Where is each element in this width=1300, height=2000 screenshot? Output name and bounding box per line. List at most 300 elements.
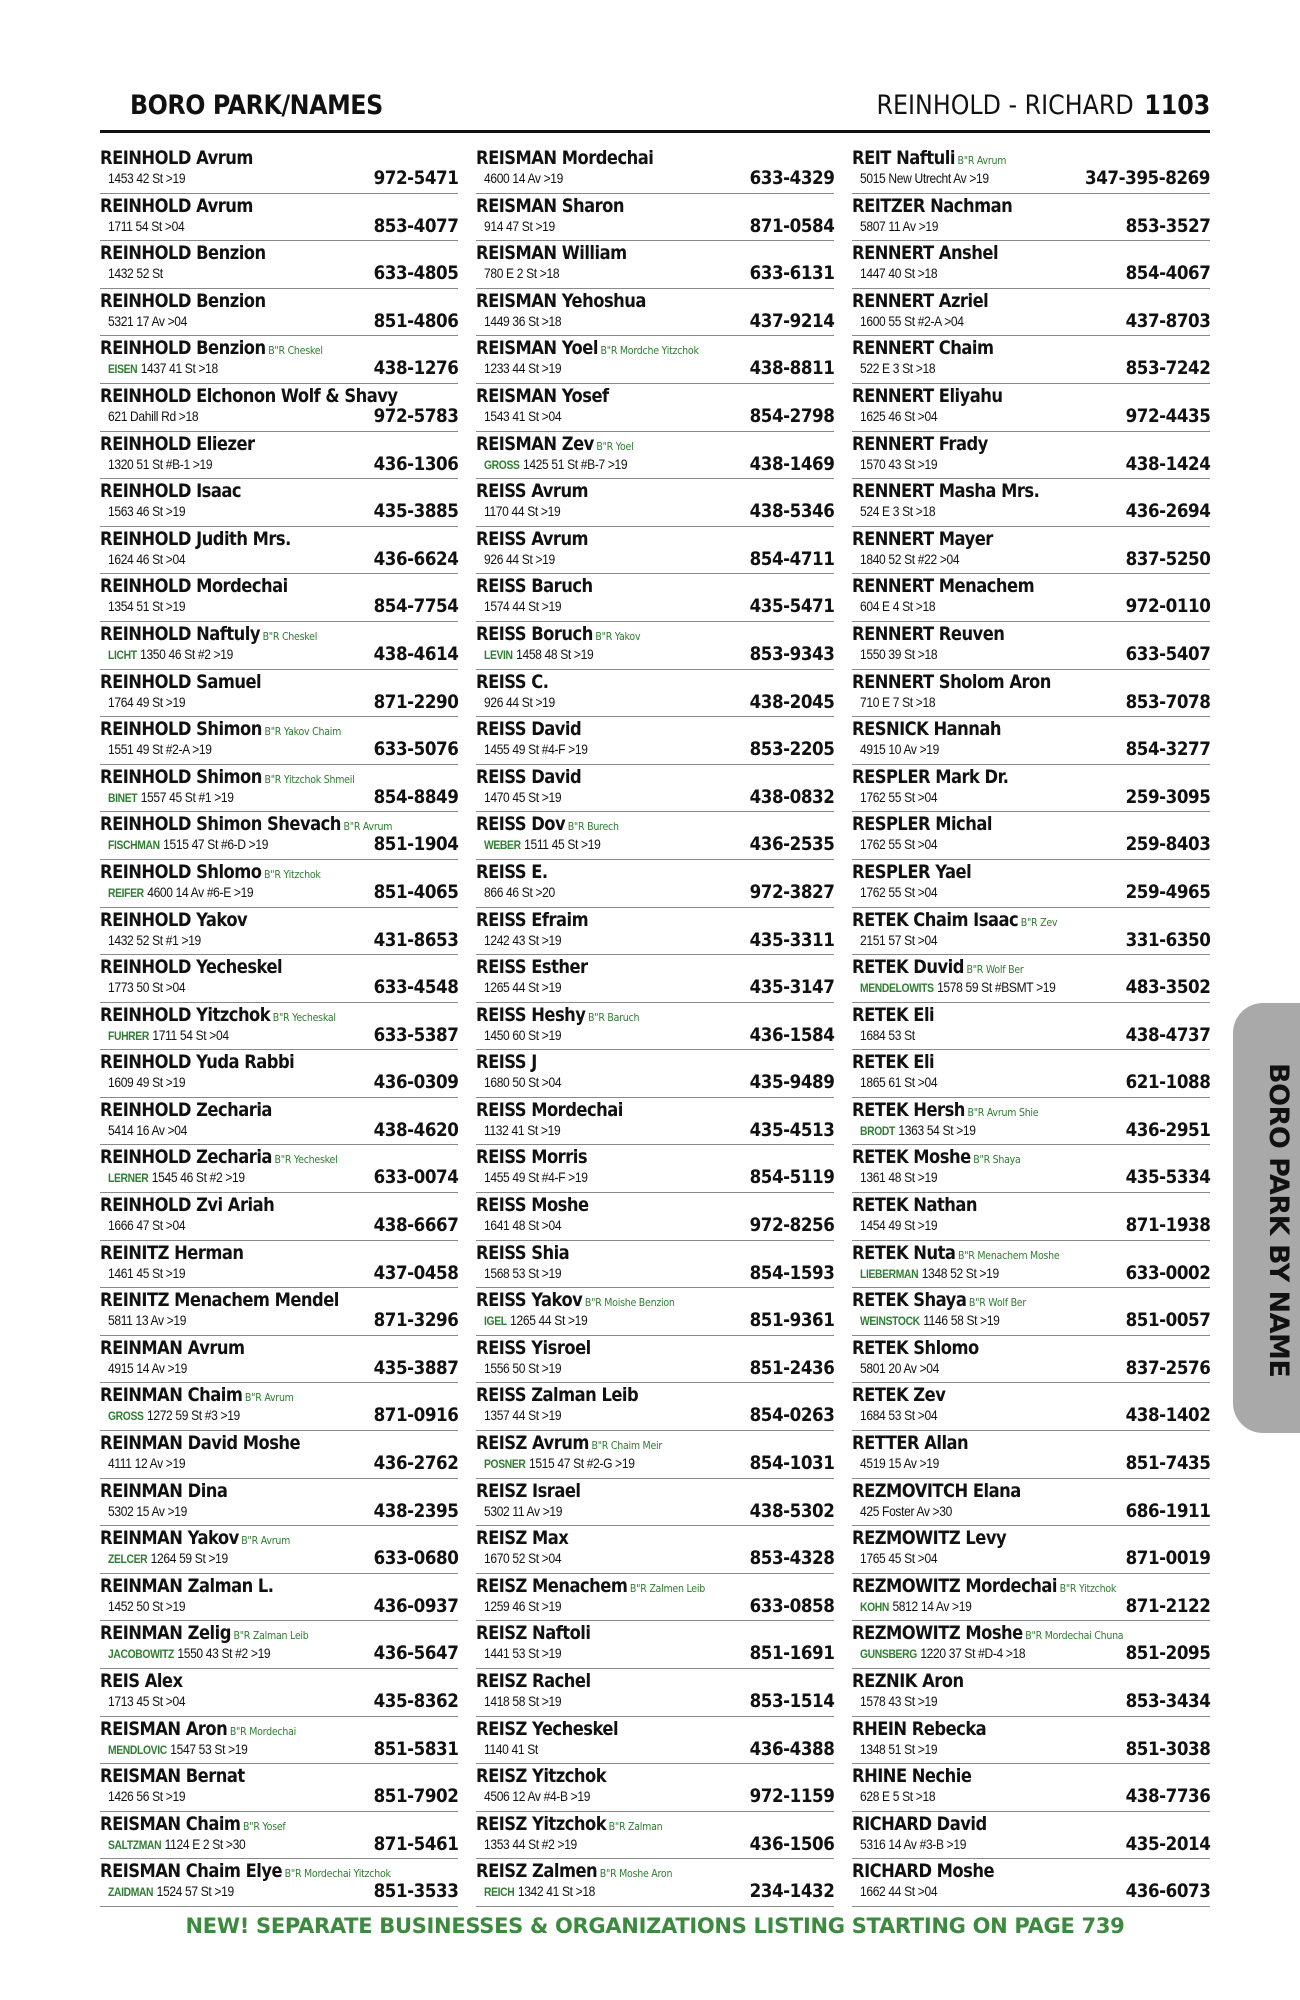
entry-phone: 972-8256 <box>749 1214 834 1237</box>
entry-address: 522 E 3 St >18 <box>860 360 936 377</box>
entry-maiden-name: BINET <box>108 790 138 805</box>
entry-maiden-name: LICHT <box>108 647 137 662</box>
listing-entry <box>852 1003 1210 1051</box>
entry-address: 1354 51 St >19 <box>108 598 186 615</box>
entry-phone: 436-6073 <box>1125 1880 1210 1903</box>
entry-address-line <box>860 1122 976 1138</box>
entry-name-line <box>100 1527 290 1549</box>
entry-address: 1600 55 St #2-A >04 <box>860 312 964 329</box>
listing-entry <box>476 1336 834 1384</box>
entry-address: 1762 55 St >04 <box>860 836 938 853</box>
entry-phone: 972-3827 <box>749 880 834 903</box>
entry-phone: 435-8362 <box>373 1690 458 1712</box>
entry-address-line <box>108 1788 185 1804</box>
entry-name-line <box>100 623 317 645</box>
entry-name-line <box>852 1765 971 1787</box>
entry-name-line <box>476 1432 662 1454</box>
entry-name: REINITZ Herman <box>100 1241 244 1264</box>
entry-name-line <box>476 1289 675 1311</box>
entry-address-line <box>860 1217 937 1233</box>
entry-address-line <box>108 1074 185 1090</box>
entry-address: 1551 49 St #2-A >19 <box>108 741 212 758</box>
entry-name-line <box>100 1051 294 1073</box>
listing-entry <box>852 1288 1210 1336</box>
entry-name: REISS Avrum <box>476 527 589 550</box>
entry-name: REISMAN Bernat <box>100 1765 245 1788</box>
entry-address: 1432 52 St <box>108 265 163 282</box>
entry-address: 524 E 3 St >18 <box>860 503 936 520</box>
listing-entry <box>100 812 458 860</box>
entry-address-line <box>484 1883 595 1899</box>
entry-parent-name: B"R Moishe Benzion <box>584 1296 675 1310</box>
listing-entry <box>476 1479 834 1527</box>
entry-phone: 853-7078 <box>1125 690 1210 713</box>
listing-entry <box>476 146 834 194</box>
entry-phone: 435-3887 <box>373 1356 458 1379</box>
entry-address-line <box>108 1836 245 1852</box>
entry-address: 1455 49 St #4-F >19 <box>484 1169 588 1186</box>
entry-name-line <box>852 337 994 359</box>
entry-name: RHEIN Rebecka <box>852 1717 987 1740</box>
entry-phone: 633-5076 <box>373 738 458 761</box>
entry-name-line <box>476 1480 581 1502</box>
entry-name-line <box>100 385 397 407</box>
entry-phone: 435-4513 <box>749 1118 834 1141</box>
entry-name: REINHOLD Benzion <box>100 337 266 360</box>
entry-address: 4915 10 Av >19 <box>860 741 939 758</box>
entry-name: REINMAN David Moshe <box>100 1432 301 1455</box>
entry-phone: 437-9214 <box>749 309 834 332</box>
entry-address-line <box>108 789 234 805</box>
entry-name: REISMAN Yosef <box>476 384 609 407</box>
entry-address-line <box>484 646 593 662</box>
entry-phone: 854-8849 <box>373 785 458 808</box>
entry-phone: 854-1031 <box>749 1452 834 1475</box>
entry-address: 1641 48 St >04 <box>484 1217 562 1234</box>
entry-name: RICHARD Moshe <box>852 1860 995 1883</box>
entry-phone: 851-4065 <box>373 880 458 903</box>
listing-entry <box>100 574 458 622</box>
listing-entry <box>100 1526 458 1574</box>
listing-entry <box>852 1479 1210 1527</box>
entry-address: 780 E 2 St >18 <box>484 265 560 282</box>
entry-name-line <box>476 956 588 978</box>
entry-name-line <box>476 1527 568 1549</box>
entry-address: 1515 47 St #2-G >19 <box>528 1455 635 1472</box>
listing-entry <box>852 432 1210 480</box>
entry-address: 1711 54 St >04 <box>152 1026 229 1043</box>
entry-phone: 436-2535 <box>749 833 834 856</box>
entry-parent-name: B"R Avrum Shie <box>967 1105 1039 1119</box>
entry-name-line <box>476 1242 569 1264</box>
entry-phone: 438-4620 <box>373 1118 458 1141</box>
entry-name: RETEK Nuta <box>852 1241 956 1264</box>
entry-name-line <box>476 1099 623 1121</box>
entry-name-line <box>476 1860 672 1882</box>
entry-phone: 621-1088 <box>1125 1071 1210 1094</box>
listing-entry <box>100 336 458 384</box>
entry-address: 1425 51 St #B-7 >19 <box>522 455 628 472</box>
listing-entry <box>476 527 834 575</box>
entry-address: 926 44 St >19 <box>484 550 555 567</box>
listing-entry <box>476 1526 834 1574</box>
entry-name: REINMAN Avrum <box>100 1336 245 1359</box>
entry-name: RESNICK Hannah <box>852 718 1002 741</box>
entry-phone: 851-2436 <box>749 1356 834 1379</box>
entry-address: 5812 14 Av >19 <box>892 1597 972 1614</box>
entry-parent-name: B"R Zalmen Leib <box>629 1581 705 1595</box>
entry-maiden-name: MENDELOWITS <box>860 981 934 996</box>
entry-name-line <box>476 1670 591 1692</box>
entry-parent-name: B"R Wolf Ber <box>966 963 1024 977</box>
entry-phone: 853-3434 <box>1125 1690 1210 1712</box>
listing-entry <box>852 194 1210 242</box>
entry-phone: 972-5471 <box>373 167 458 189</box>
entry-address-line <box>484 1407 561 1423</box>
entry-address: 1511 45 St >19 <box>524 836 601 853</box>
listing-entry <box>476 1383 834 1431</box>
entry-name: REISZ Rachel <box>476 1670 591 1692</box>
listing-entry <box>476 289 834 337</box>
entry-name: RENNERT Eliyahu <box>852 384 1003 407</box>
entry-phone: 438-1276 <box>373 357 458 380</box>
entry-name: REIS Alex <box>100 1670 183 1692</box>
entry-phone: 437-8703 <box>1125 309 1210 332</box>
entry-parent-name: B"R Yosef <box>243 1819 286 1833</box>
entry-name: REINHOLD Benzion <box>100 242 266 265</box>
entry-address-line <box>860 789 937 805</box>
entry-name-line <box>100 1146 337 1168</box>
listing-entry <box>100 717 458 765</box>
entry-name: REISMAN Yoel <box>476 337 598 360</box>
entry-name-line <box>852 1289 1026 1311</box>
entry-name: REINHOLD Yakov <box>100 908 248 931</box>
entry-name-line <box>100 147 253 169</box>
entry-name-line <box>476 623 640 645</box>
entry-address-line <box>108 1360 187 1376</box>
listing-entry <box>100 1859 458 1907</box>
entry-address-line <box>108 1883 234 1899</box>
entry-phone: 853-1514 <box>749 1690 834 1712</box>
entry-name-line <box>852 1575 1116 1597</box>
entry-maiden-name: ZAIDMAN <box>108 1885 154 1900</box>
entry-parent-name: B"R Baruch <box>587 1010 640 1024</box>
entry-name-line <box>852 1099 1038 1121</box>
listing-entry <box>476 1717 834 1765</box>
entry-name: REINMAN Zalman L. <box>100 1574 274 1597</box>
entry-address: 1578 43 St >19 <box>860 1693 938 1709</box>
entry-name: RENNERT Mayer <box>852 527 993 550</box>
listing-entry <box>100 194 458 242</box>
entry-parent-name: B"R Yakov Chaim <box>264 725 342 739</box>
entry-name-line <box>100 766 354 788</box>
entry-address: 5321 17 Av >04 <box>108 312 187 329</box>
listing-entry <box>852 622 1210 670</box>
entry-name: REISS Shia <box>476 1241 570 1264</box>
entry-name: REZMOVITCH Elana <box>852 1479 1021 1502</box>
entry-address-line <box>108 741 212 757</box>
entry-name: REINHOLD Zecharia <box>100 1098 272 1121</box>
entry-address: 1361 48 St >19 <box>860 1169 938 1186</box>
entry-name-line <box>100 1670 183 1692</box>
entry-name: REINHOLD Yuda Rabbi <box>100 1051 295 1074</box>
listing-entry <box>852 479 1210 527</box>
entry-name: REISMAN Yehoshua <box>476 289 646 312</box>
entry-name: REINHOLD Judith Mrs. <box>100 527 291 550</box>
entry-address-line <box>484 503 560 519</box>
entry-address: 1348 52 St >19 <box>921 1264 999 1281</box>
listing-entry <box>852 1621 1210 1669</box>
entry-address-line <box>860 551 959 567</box>
listing-entry <box>852 717 1210 765</box>
entry-address: 710 E 7 St >18 <box>860 693 936 710</box>
entry-name-line <box>100 1384 294 1406</box>
listing-entry <box>476 384 834 432</box>
entry-address-line <box>484 1074 561 1090</box>
entry-parent-name: B"R Yecheskel <box>274 1153 338 1167</box>
entry-name-line <box>476 1051 537 1073</box>
entry-maiden-name: FUHRER <box>108 1028 149 1043</box>
listing-entry <box>476 1431 834 1479</box>
entry-phone: 854-3277 <box>1125 738 1210 761</box>
entry-address-line <box>484 741 588 757</box>
entry-phone: 853-2205 <box>749 738 834 761</box>
entry-name: REISS Efraim <box>476 908 589 931</box>
entry-name-line <box>476 528 588 550</box>
entry-parent-name: B"R Mordechai <box>229 1724 297 1738</box>
listing-entry <box>476 194 834 242</box>
entry-maiden-name: MENDLOVIC <box>108 1742 167 1757</box>
entry-name: REINHOLD Avrum <box>100 194 253 217</box>
listing-entry <box>476 1764 834 1812</box>
entry-parent-name: B"R Cheskel <box>268 344 323 358</box>
entry-maiden-name: REICH <box>484 1885 515 1900</box>
listing-entry <box>100 1050 458 1098</box>
entry-address-line <box>484 694 555 710</box>
entry-address-line <box>860 1741 937 1757</box>
entry-address-line <box>860 1265 999 1281</box>
entry-address-line <box>108 551 185 567</box>
entry-phone: 259-8403 <box>1125 833 1210 856</box>
entry-name: REINMAN Dina <box>100 1479 228 1502</box>
entry-name: REISZ Yecheskel <box>476 1717 619 1740</box>
entry-name-line <box>100 1765 245 1787</box>
entry-address: 1124 E 2 St >30 <box>164 1835 246 1852</box>
entry-phone: 851-1904 <box>373 833 458 856</box>
entry-name-line <box>476 1765 606 1787</box>
entry-phone: 871-2122 <box>1125 1594 1210 1617</box>
entry-address-line <box>484 1217 561 1233</box>
entry-phone: 851-4806 <box>373 309 458 332</box>
entry-parent-name: B"R Burech <box>567 820 619 834</box>
entry-name-line <box>852 1622 1123 1644</box>
entry-phone: 853-4077 <box>373 214 458 237</box>
entry-phone: 854-5119 <box>749 1166 834 1189</box>
entry-name: RENNERT Sholom Aron <box>852 670 1051 693</box>
entry-name-line <box>852 1194 977 1216</box>
entry-address: 1455 49 St #4-F >19 <box>484 741 588 758</box>
page-header <box>100 88 1210 130</box>
entry-phone: 436-2762 <box>373 1452 458 1475</box>
entry-phone: 438-7736 <box>1125 1785 1210 1808</box>
listing-entry <box>852 670 1210 718</box>
entry-name-line <box>476 1622 590 1644</box>
entry-address: 1132 41 St >19 <box>484 1121 561 1138</box>
entry-name: REINHOLD Benzion <box>100 289 266 312</box>
entry-name: REZNIK Aron <box>852 1670 964 1692</box>
entry-maiden-name: SALTZMAN <box>108 1837 162 1852</box>
entry-phone: 438-4737 <box>1125 1023 1210 1046</box>
entry-phone: 435-5471 <box>749 595 834 618</box>
entry-parent-name: B"R Yitzchok <box>264 867 321 881</box>
entry-phone: 972-5783 <box>373 404 458 427</box>
entry-address: 1418 58 St >19 <box>484 1693 562 1709</box>
entry-address: 1264 59 St >19 <box>150 1550 228 1567</box>
entry-name: REINHOLD Shimon Shevach <box>100 813 341 836</box>
entry-address: 1453 42 St >19 <box>108 170 186 186</box>
listing-entry <box>476 1812 834 1860</box>
entry-address: 4111 12 Av >19 <box>108 1455 186 1472</box>
entry-address: 1272 59 St #3 >19 <box>146 1407 240 1424</box>
entry-address-line <box>860 360 935 376</box>
entry-address: 1449 36 St >18 <box>484 312 562 329</box>
entry-parent-name: B"R Mordechai Chuna <box>1025 1629 1124 1643</box>
entry-address: 1666 47 St >04 <box>108 1217 186 1234</box>
entry-address: 1426 56 St >19 <box>108 1788 186 1805</box>
entry-address: 1773 50 St >04 <box>108 979 186 996</box>
entry-name-line <box>100 1432 300 1454</box>
entry-name: REISZ Zalmen <box>476 1860 598 1883</box>
listing-entry <box>852 1812 1210 1860</box>
entry-phone: 854-1593 <box>749 1261 834 1284</box>
entry-address-line <box>108 932 201 948</box>
entry-name-line <box>476 195 624 217</box>
entry-address: 5801 20 Av >04 <box>860 1359 939 1376</box>
entry-name-line <box>476 1813 662 1835</box>
entry-phone: 837-2576 <box>1125 1356 1210 1379</box>
entry-address: 1441 53 St >19 <box>484 1645 562 1662</box>
entry-parent-name: B"R Mordche Yitzchok <box>600 344 699 358</box>
entry-name-line <box>100 1860 391 1882</box>
entry-name-line <box>100 1004 336 1026</box>
entry-name: REISS Yakov <box>476 1289 583 1312</box>
entry-name-line <box>852 1004 934 1026</box>
entry-name-line <box>852 1337 979 1359</box>
listing-entry <box>100 241 458 289</box>
listing-entry <box>852 1098 1210 1146</box>
entry-address-line <box>484 170 563 186</box>
entry-phone: 436-5647 <box>373 1642 458 1665</box>
entry-address: 4600 14 Av #6-E >19 <box>147 883 254 900</box>
listing-entry <box>476 622 834 670</box>
entry-name-line <box>476 766 581 788</box>
entry-address-line <box>860 1598 971 1614</box>
listing-entry <box>476 860 834 908</box>
entry-name-line <box>852 195 1012 217</box>
entry-name: REINITZ Menachem Mendel <box>100 1289 339 1312</box>
entry-name: REISS Morris <box>476 1146 588 1169</box>
listing-entry <box>476 241 834 289</box>
entry-name: RETEK Zev <box>852 1384 946 1407</box>
entry-name: REINHOLD Zecharia <box>100 1146 272 1169</box>
entry-address: 1233 44 St >19 <box>484 360 562 377</box>
entry-address: 5015 New Utrecht Av >19 <box>860 170 989 186</box>
entry-phone: 436-0309 <box>373 1071 458 1094</box>
listing-entry <box>476 479 834 527</box>
entry-name: REINHOLD Eliezer <box>100 432 255 455</box>
entry-name: REINHOLD Yecheskel <box>100 956 283 979</box>
entry-phone: 851-7435 <box>1125 1452 1210 1475</box>
entry-address: 1320 51 St #B-1 >19 <box>108 455 213 472</box>
entry-address-line <box>108 1122 187 1138</box>
entry-phone: 633-0680 <box>373 1547 458 1570</box>
listing-entry <box>476 717 834 765</box>
entry-address-line <box>484 1455 635 1471</box>
entry-address-line <box>108 1503 187 1519</box>
entry-maiden-name: BRODT <box>860 1123 895 1138</box>
entry-phone: 435-5334 <box>1125 1166 1210 1189</box>
listing-entry <box>852 1145 1210 1193</box>
entry-phone: 633-0858 <box>749 1594 834 1617</box>
entry-address-line <box>484 1503 562 1519</box>
entry-name: REINMAN Yakov <box>100 1527 239 1550</box>
listing-column-3 <box>852 146 1210 1907</box>
entry-phone: 854-4067 <box>1125 262 1210 285</box>
entry-parent-name: B"R Yitzchok <box>1059 1581 1117 1595</box>
entry-name-line <box>852 385 1003 407</box>
entry-name: REISS David <box>476 718 582 741</box>
entry-phone: 837-5250 <box>1125 547 1210 570</box>
listing-entry <box>100 1812 458 1860</box>
listing-entry <box>476 955 834 1003</box>
entry-name: RETEK Duvid <box>852 956 964 979</box>
entry-name-line <box>100 1480 227 1502</box>
entry-address-line <box>484 1265 561 1281</box>
entry-address: 1450 60 St >19 <box>484 1026 562 1043</box>
entry-address: 4915 14 Av >19 <box>108 1359 187 1376</box>
entry-address-line <box>860 1788 935 1804</box>
entry-address-line <box>860 1312 1000 1328</box>
entry-name-line <box>476 1384 638 1406</box>
entry-address-line <box>108 1027 229 1043</box>
entry-name-line <box>852 1146 1021 1168</box>
footer-notice: NEW! SEPARATE BUSINESSES & ORGANIZATIONS LISTING STARTING ON PAGE 739 <box>185 1914 1125 1938</box>
entry-phone: 851-5831 <box>373 1737 458 1760</box>
listing-entry <box>476 1288 834 1336</box>
entry-maiden-name: ZELCER <box>108 1552 148 1567</box>
entry-name: RENNERT Frady <box>852 432 988 455</box>
entry-name: REISS Mordechai <box>476 1098 623 1121</box>
entry-name: REISS J <box>476 1051 537 1074</box>
entry-address: 1265 44 St >19 <box>484 979 562 996</box>
entry-address-line <box>860 1503 952 1519</box>
entry-name: REISS C. <box>476 670 549 693</box>
entry-name-line <box>852 1384 945 1406</box>
entry-name: REINMAN Chaim <box>100 1384 243 1407</box>
entry-address-line <box>860 836 937 852</box>
listing-column-1 <box>100 146 458 1907</box>
listing-entry <box>852 384 1210 432</box>
entry-name-line <box>100 1289 339 1311</box>
entry-name-line <box>476 290 646 312</box>
entry-address-line <box>484 1741 538 1757</box>
entry-address-line <box>108 1312 186 1328</box>
listing-entry <box>100 479 458 527</box>
listing-entry <box>852 336 1210 384</box>
entry-name-line <box>852 909 1057 931</box>
entry-phone: 438-5302 <box>749 1499 834 1522</box>
entry-address-line <box>484 789 561 805</box>
